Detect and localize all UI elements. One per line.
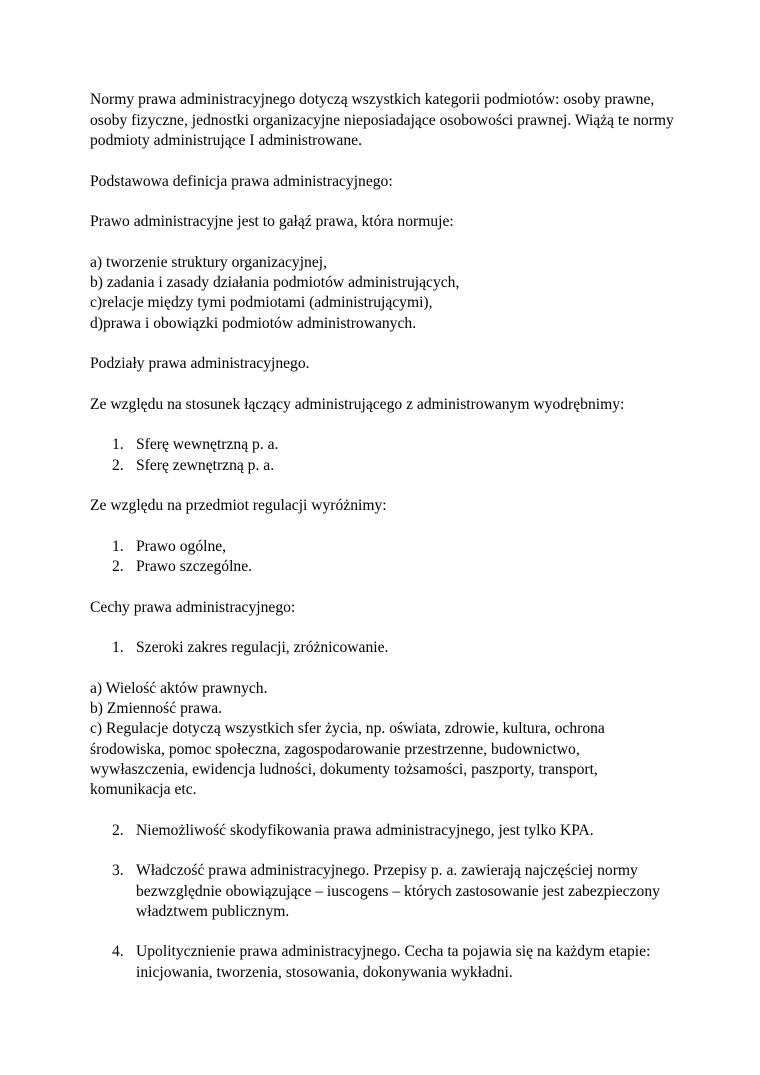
relation-item-1-number: 1. [112, 436, 124, 453]
definition-item-d: d)prawa i obowiązki podmiotów administrowanych. [90, 315, 417, 332]
divisions-heading: Podziały prawa administracyjnego. [90, 355, 310, 372]
feature-1-sub-c-line-1: c) Regulacje dotyczą wszystkich sfer życia, np. oświata, zdrowie, kultura, ochrona [90, 720, 605, 737]
feature-1-sub-c-line-4: komunikacja etc. [90, 781, 197, 798]
definition-item-a: a) tworzenie struktury organizacyjnej, [90, 254, 327, 271]
feature-2: Niemożliwość skodyfikowania prawa administracyjnego, jest tylko KPA. [136, 822, 594, 839]
feature-3-number: 3. [112, 862, 124, 879]
feature-4-number: 4. [112, 943, 124, 960]
relation-item-2-number: 2. [112, 457, 124, 474]
feature-3-line-3: władztwem publicznym. [136, 903, 290, 920]
feature-2-number: 2. [112, 822, 124, 839]
subject-item-1: Prawo ogólne, [136, 538, 227, 555]
relation-item-1: Sferę wewnętrzną p. a. [136, 436, 279, 453]
feature-1: Szeroki zakres regulacji, zróżnicowanie. [136, 639, 389, 656]
feature-4-line-2: inicjowania, tworzenia, stosowania, dokonywania wykładni. [136, 964, 513, 981]
feature-1-sub-c-line-3: wywłaszczenia, ewidencja ludności, dokumenty tożsamości, paszporty, transport, [90, 761, 598, 778]
feature-4-line-1: Upolitycznienie prawa administracyjnego. Cecha ta pojawia się na każdym etapie: [136, 943, 651, 960]
intro-line-3: podmioty administrujące I administrowane. [90, 132, 362, 149]
feature-3-line-1: Władczość prawa administracyjnego. Przepisy p. a. zawierają najczęściej normy [136, 862, 638, 879]
feature-1-sub-a: a) Wielość aktów prawnych. [90, 680, 268, 697]
relation-heading: Ze względu na stosunek łączący administrującego z administrowanym wyodrębnimy: [90, 396, 625, 413]
definition-text: Prawo administracyjne jest to gałąź prawa, która normuje: [90, 213, 454, 230]
feature-1-number: 1. [112, 639, 124, 656]
feature-1-sub-c-line-2: środowiska, pomoc społeczna, zagospodarowanie przestrzenne, budownictwo, [90, 741, 580, 758]
feature-1-sub-b: b) Zmienność prawa. [90, 700, 223, 717]
subject-item-2-number: 2. [112, 558, 124, 575]
feature-3-line-2: bezwzględnie obowiązujące – iuscogens – których zastosowanie jest zabezpieczony [136, 883, 660, 900]
intro-line-1: Normy prawa administracyjnego dotyczą wszystkich kategorii podmiotów: osoby prawne, [90, 91, 655, 108]
definition-item-c: c)relacje między tymi podmiotami (administrującymi), [90, 294, 433, 311]
intro-line-2: osoby fizyczne, jednostki organizacyjne nieposiadające osobowości prawnej. Wiążą te normy [90, 112, 674, 129]
subject-heading: Ze względu na przedmiot regulacji wyróżnimy: [90, 497, 387, 514]
subject-item-2: Prawo szczególne. [136, 558, 253, 575]
definition-heading: Podstawowa definicja prawa administracyjnego: [90, 173, 393, 190]
subject-item-1-number: 1. [112, 538, 124, 555]
relation-item-2: Sferę zewnętrzną p. a. [136, 457, 275, 474]
features-heading: Cechy prawa administracyjnego: [90, 599, 296, 616]
definition-item-b: b) zadania i zasady działania podmiotów administrujących, [90, 274, 460, 291]
